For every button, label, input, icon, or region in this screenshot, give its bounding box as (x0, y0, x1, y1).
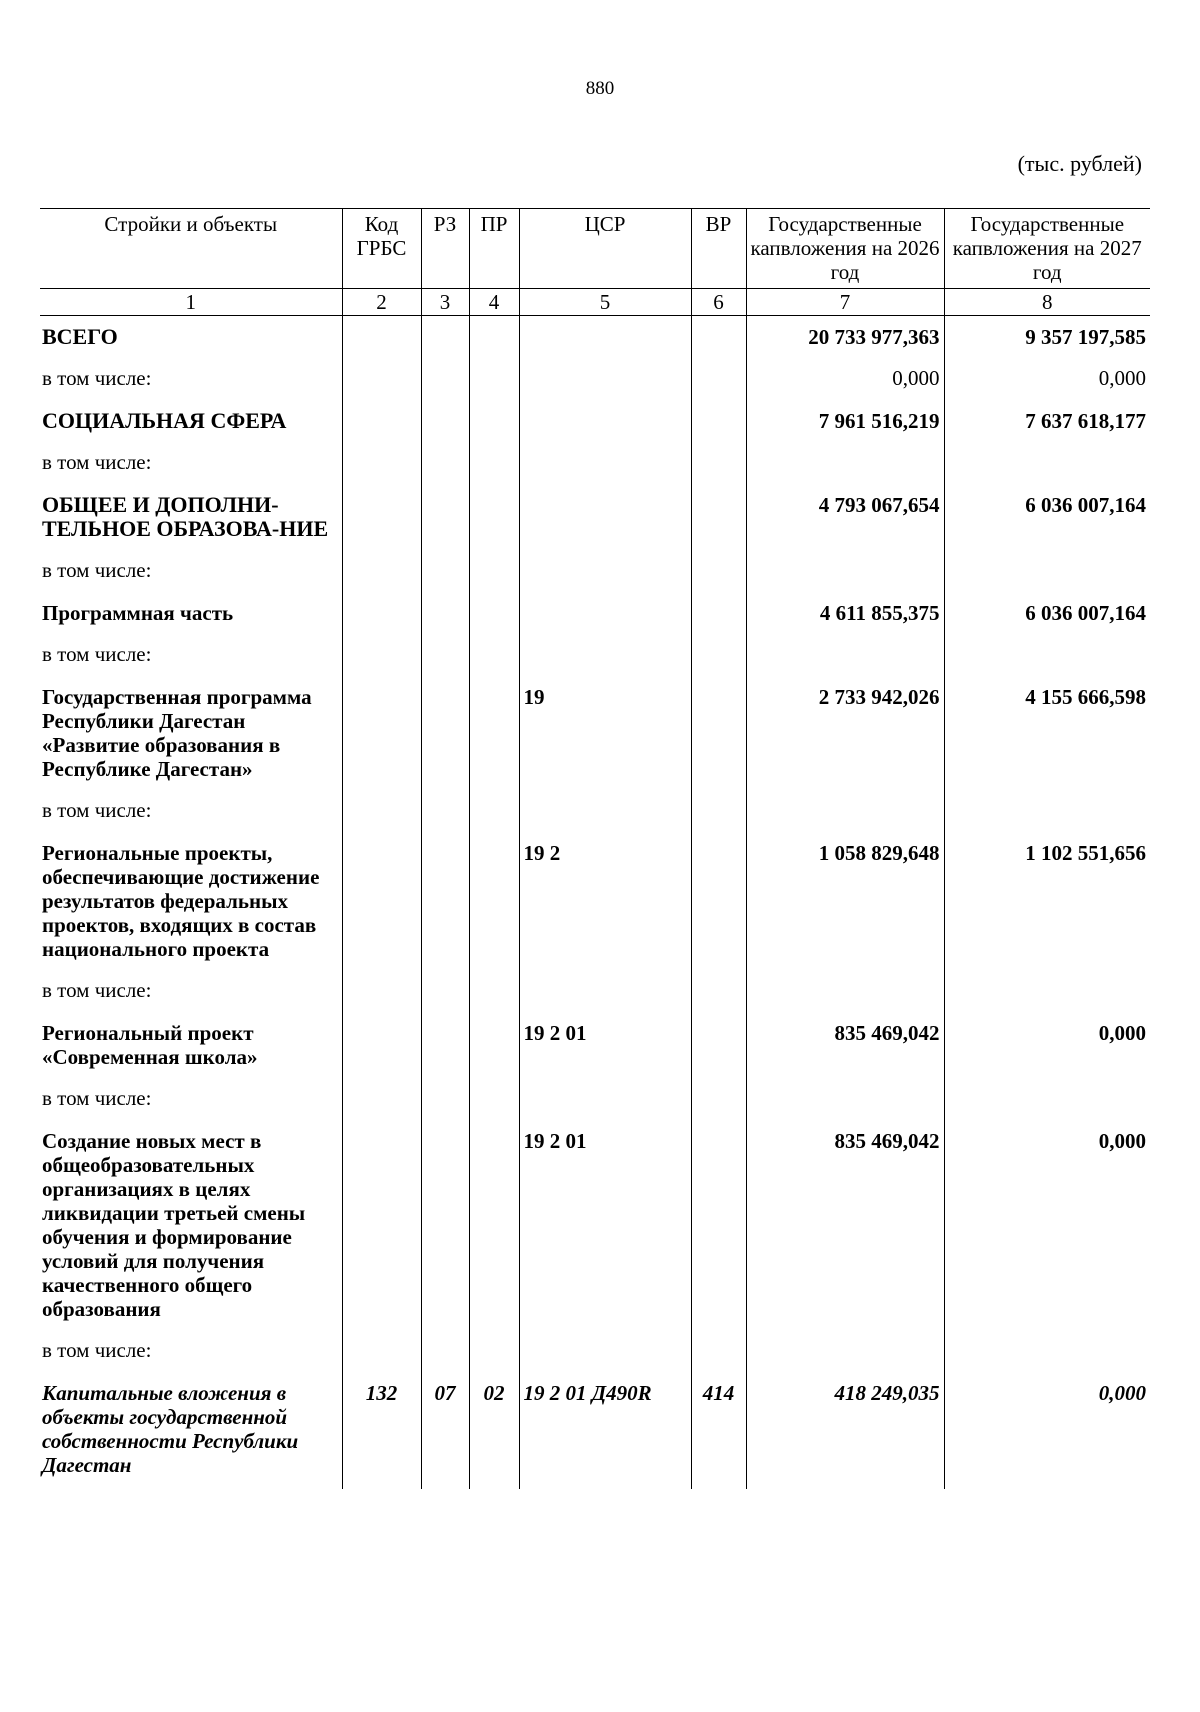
row-csr (519, 1333, 691, 1372)
row-amount-2027 (944, 793, 1150, 832)
header-pr: ПР (469, 209, 519, 289)
row-rz (421, 484, 469, 553)
row-grbs (342, 484, 421, 553)
row-vr (691, 484, 746, 553)
row-csr (519, 1081, 691, 1120)
row-grbs (342, 1120, 421, 1333)
capital-investment-table (40, 208, 1150, 1489)
header-2027: Государственные капвложения на 2027 год (944, 209, 1150, 289)
row-pr (469, 1081, 519, 1120)
row-vr (691, 1120, 746, 1333)
row-rz (421, 361, 469, 400)
row-csr: 19 (519, 676, 691, 793)
column-number: 3 (421, 289, 469, 316)
column-number: 2 (342, 289, 421, 316)
row-amount-2026 (746, 793, 944, 832)
row-pr (469, 484, 519, 553)
row-name: в том числе: (40, 637, 342, 676)
row-amount-2026 (746, 637, 944, 676)
row-amount-2027: 0,000 (944, 1372, 1150, 1489)
row-amount-2027: 0,000 (944, 361, 1150, 400)
row-pr (469, 1120, 519, 1333)
row-rz (421, 973, 469, 1012)
row-rz (421, 637, 469, 676)
header-name: Стройки и объекты (40, 209, 342, 289)
row-vr (691, 793, 746, 832)
row-rz (421, 1120, 469, 1333)
header-vr: ВР (691, 209, 746, 289)
header-csr: ЦСР (519, 209, 691, 289)
row-csr (519, 361, 691, 400)
row-rz (421, 316, 469, 362)
row-rz (421, 400, 469, 445)
table-row (40, 400, 1150, 445)
row-rz (421, 592, 469, 637)
row-vr (691, 832, 746, 973)
header-2026: Государственные капвложения на 2026 год (746, 209, 944, 289)
table-row (40, 445, 1150, 484)
row-name: Программная часть (40, 592, 342, 637)
row-amount-2027: 9 357 197,585 (944, 316, 1150, 362)
row-csr (519, 400, 691, 445)
table-row (40, 973, 1150, 1012)
row-amount-2026: 1 058 829,648 (746, 832, 944, 973)
table-row (40, 553, 1150, 592)
row-rz: 07 (421, 1372, 469, 1489)
table-row (40, 316, 1150, 362)
row-amount-2027 (944, 445, 1150, 484)
row-csr: 19 2 01 (519, 1012, 691, 1081)
column-number: 8 (944, 289, 1150, 316)
header-row (40, 209, 1150, 289)
table-row (40, 1012, 1150, 1081)
row-amount-2026: 418 249,035 (746, 1372, 944, 1489)
row-name: Региональный проект «Современная школа» (40, 1012, 342, 1081)
row-amount-2026 (746, 1333, 944, 1372)
row-amount-2027: 6 036 007,164 (944, 592, 1150, 637)
row-grbs (342, 553, 421, 592)
row-rz (421, 676, 469, 793)
table-row (40, 1333, 1150, 1372)
row-name: в том числе: (40, 553, 342, 592)
table-row (40, 484, 1150, 553)
row-name: в том числе: (40, 361, 342, 400)
row-amount-2027: 6 036 007,164 (944, 484, 1150, 553)
page-number: 880 (585, 78, 615, 99)
row-name: СОЦИАЛЬНАЯ СФЕРА (40, 400, 342, 445)
row-amount-2026: 4 611 855,375 (746, 592, 944, 637)
row-pr: 02 (469, 1372, 519, 1489)
row-amount-2027: 0,000 (944, 1012, 1150, 1081)
row-amount-2027 (944, 553, 1150, 592)
column-number: 6 (691, 289, 746, 316)
table-row (40, 793, 1150, 832)
row-name: Региональные проекты, обеспечивающие достижение результатов федеральных проектов, входящих в состав национального проекта (40, 832, 342, 973)
row-name: в том числе: (40, 445, 342, 484)
row-csr: 19 2 (519, 832, 691, 973)
row-rz (421, 445, 469, 484)
row-name: Капитальные вложения в объекты государственной собственности Республики Дагестан (40, 1372, 342, 1489)
row-amount-2027 (944, 637, 1150, 676)
row-vr (691, 400, 746, 445)
row-pr (469, 400, 519, 445)
row-rz (421, 793, 469, 832)
table-row (40, 1372, 1150, 1489)
row-csr (519, 445, 691, 484)
row-grbs (342, 832, 421, 973)
row-grbs (342, 793, 421, 832)
row-grbs (342, 1012, 421, 1081)
row-vr (691, 445, 746, 484)
row-pr (469, 793, 519, 832)
header-rz: РЗ (421, 209, 469, 289)
row-grbs (342, 1333, 421, 1372)
row-vr (691, 553, 746, 592)
row-pr (469, 637, 519, 676)
table-row (40, 1120, 1150, 1333)
column-number-row (40, 289, 1150, 316)
row-pr (469, 832, 519, 973)
row-grbs: 132 (342, 1372, 421, 1489)
row-vr (691, 1081, 746, 1120)
row-amount-2026 (746, 1081, 944, 1120)
row-vr (691, 1012, 746, 1081)
row-amount-2026: 2 733 942,026 (746, 676, 944, 793)
row-amount-2026: 835 469,042 (746, 1120, 944, 1333)
row-grbs (342, 676, 421, 793)
row-rz (421, 1333, 469, 1372)
units-label: (тыс. рублей) (1017, 151, 1142, 176)
table-row (40, 832, 1150, 973)
table-row (40, 1081, 1150, 1120)
row-rz (421, 1081, 469, 1120)
row-name: ВСЕГО (40, 316, 342, 362)
row-grbs (342, 637, 421, 676)
row-grbs (342, 973, 421, 1012)
row-rz (421, 553, 469, 592)
table-row (40, 676, 1150, 793)
row-vr (691, 973, 746, 1012)
row-amount-2027: 1 102 551,656 (944, 832, 1150, 973)
row-grbs (342, 1081, 421, 1120)
row-vr (691, 676, 746, 793)
row-name: в том числе: (40, 793, 342, 832)
row-csr: 19 2 01 (519, 1120, 691, 1333)
column-number: 5 (519, 289, 691, 316)
row-vr (691, 592, 746, 637)
row-pr (469, 592, 519, 637)
column-number: 1 (40, 289, 342, 316)
column-number: 4 (469, 289, 519, 316)
row-csr (519, 553, 691, 592)
row-vr: 414 (691, 1372, 746, 1489)
row-vr (691, 361, 746, 400)
row-csr: 19 2 01 Д490R (519, 1372, 691, 1489)
row-name: в том числе: (40, 973, 342, 1012)
row-vr (691, 1333, 746, 1372)
row-grbs (342, 361, 421, 400)
row-csr (519, 793, 691, 832)
row-name: в том числе: (40, 1333, 342, 1372)
row-amount-2027: 4 155 666,598 (944, 676, 1150, 793)
row-grbs (342, 316, 421, 362)
table-row (40, 361, 1150, 400)
row-amount-2026 (746, 973, 944, 1012)
row-amount-2027: 7 637 618,177 (944, 400, 1150, 445)
row-pr (469, 1333, 519, 1372)
row-amount-2027 (944, 1333, 1150, 1372)
row-name: в том числе: (40, 1081, 342, 1120)
row-csr (519, 637, 691, 676)
row-name: Создание новых мест в общеобразовательных организациях в целях ликвидации третьей смены обучения и формирование условий для получения качественного общего образования (40, 1120, 342, 1333)
row-csr (519, 973, 691, 1012)
row-pr (469, 973, 519, 1012)
row-grbs (342, 445, 421, 484)
row-pr (469, 361, 519, 400)
row-pr (469, 553, 519, 592)
row-amount-2027: 0,000 (944, 1120, 1150, 1333)
row-vr (691, 637, 746, 676)
row-amount-2026: 4 793 067,654 (746, 484, 944, 553)
row-pr (469, 1012, 519, 1081)
row-name: ОБЩЕЕ И ДОПОЛНИ-ТЕЛЬНОЕ ОБРАЗОВА-НИЕ (40, 484, 342, 553)
row-pr (469, 316, 519, 362)
row-amount-2026: 835 469,042 (746, 1012, 944, 1081)
row-vr (691, 316, 746, 362)
row-amount-2026: 7 961 516,219 (746, 400, 944, 445)
row-amount-2026 (746, 553, 944, 592)
row-csr (519, 592, 691, 637)
column-number: 7 (746, 289, 944, 316)
row-csr (519, 316, 691, 362)
row-csr (519, 484, 691, 553)
row-name: Государственная программа Республики Дагестан «Развитие образования в Республике Дагестан» (40, 676, 342, 793)
row-amount-2026: 20 733 977,363 (746, 316, 944, 362)
row-amount-2026 (746, 445, 944, 484)
row-amount-2027 (944, 973, 1150, 1012)
row-grbs (342, 400, 421, 445)
row-rz (421, 832, 469, 973)
row-grbs (342, 592, 421, 637)
row-pr (469, 676, 519, 793)
table-row (40, 637, 1150, 676)
row-amount-2027 (944, 1081, 1150, 1120)
row-pr (469, 445, 519, 484)
table-row (40, 592, 1150, 637)
header-grbs: Код ГРБС (342, 209, 421, 289)
row-amount-2026: 0,000 (746, 361, 944, 400)
row-rz (421, 1012, 469, 1081)
